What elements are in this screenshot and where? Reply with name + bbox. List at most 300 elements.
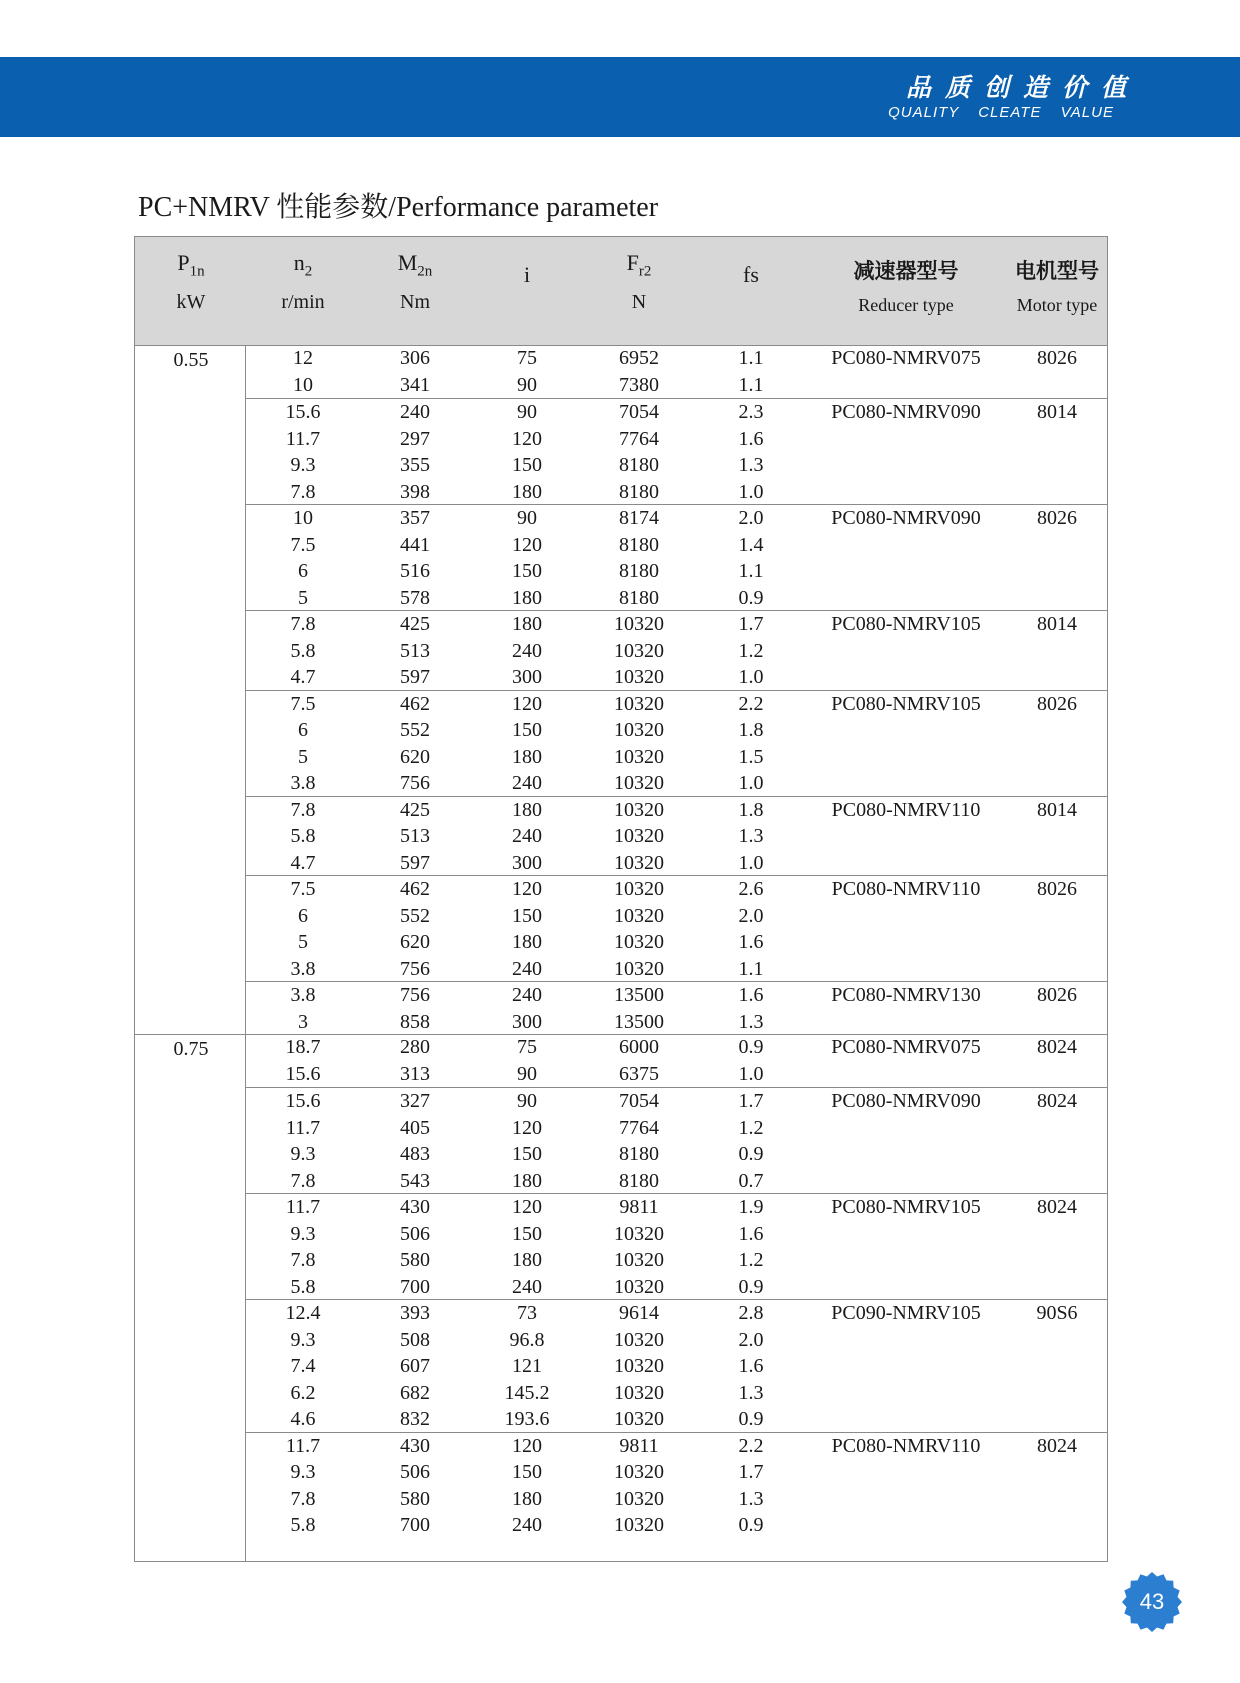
header-p1n: $P_{1n}$ kW [176,250,206,314]
n2-cell: 7.8 [290,798,316,821]
fr2-cell: 13500 [614,984,664,1006]
i-cell: 120 [512,692,542,715]
table-row [245,956,1107,983]
i-cell: 120 [512,1434,542,1457]
m2n-cell: 313 [400,1062,430,1085]
table-row [245,345,1107,372]
fr2-cell: 7054 [619,1090,659,1112]
table-row [245,903,1107,930]
m2n-cell: 543 [400,1169,430,1192]
n2-cell: 4.7 [290,666,316,688]
fr2-cell: 6000 [619,1036,659,1058]
fr2-cell: 8180 [619,533,659,556]
reducer-type-cell: PC080-NMRV090 [831,401,981,423]
table-row [245,1061,1107,1088]
i-cell: 300 [512,851,542,874]
table-row [245,797,1107,824]
i-cell: 75 [517,347,537,369]
fs-cell: 2.3 [738,401,764,423]
fs-cell: 0.9 [738,1275,764,1298]
m2n-cell: 327 [400,1090,430,1112]
table-row [245,426,1107,453]
fr2-cell: 10320 [614,1461,664,1483]
n2-cell: 15.6 [285,1062,321,1085]
fs-cell: 2.0 [738,507,764,529]
m2n-cell: 430 [400,1434,430,1457]
i-cell: 240 [512,984,542,1006]
table-row [245,1141,1107,1168]
table-row [245,823,1107,850]
fs-cell: 2.6 [738,878,764,900]
m2n-cell: 682 [400,1381,430,1404]
i-cell: 120 [512,427,542,450]
fs-cell: 1.9 [738,1196,764,1218]
fr2-cell: 10320 [614,1381,664,1404]
m2n-cell: 580 [400,1249,430,1271]
m2n-cell: 620 [400,931,430,953]
i-cell: 73 [517,1302,537,1324]
table-row [245,717,1107,744]
fs-cell: 1.6 [738,427,764,450]
fs-cell: 1.1 [738,560,764,582]
fr2-cell: 8174 [619,507,659,529]
n2-cell: 4.6 [290,1408,316,1430]
m2n-cell: 700 [400,1275,430,1298]
i-cell: 150 [512,904,542,927]
table-row [245,1300,1107,1327]
fr2-cell: 8180 [619,1169,659,1192]
fr2-cell: 10320 [614,639,664,662]
power-cell: 0.55 [173,349,209,371]
i-cell: 240 [512,639,542,662]
fr2-cell: 6375 [619,1062,659,1085]
i-cell: 300 [512,1010,542,1033]
fr2-cell: 10320 [614,798,664,821]
i-cell: 120 [512,533,542,556]
fr2-cell: 9614 [619,1302,659,1324]
m2n-cell: 858 [400,1010,430,1033]
m2n-cell: 580 [400,1487,430,1510]
m2n-cell: 513 [400,639,430,662]
n2-cell: 7.8 [290,1487,316,1510]
i-cell: 180 [512,745,542,768]
fs-cell: 1.7 [738,1090,764,1112]
reducer-group [245,1193,1107,1300]
reducer-type-cell: PC080-NMRV090 [831,1090,981,1112]
fr2-cell: 10320 [614,1222,664,1245]
fr2-cell: 8180 [619,560,659,582]
table-row [245,638,1107,665]
reducer-group [245,1432,1107,1539]
fr2-cell: 10320 [614,772,664,794]
fr2-cell: 6952 [619,347,659,369]
m2n-cell: 578 [400,586,430,609]
i-cell: 193.6 [504,1408,550,1430]
table-row [245,850,1107,877]
table-row [245,744,1107,771]
m2n-cell: 552 [400,904,430,927]
reducer-group [245,1087,1107,1194]
fr2-cell: 8180 [619,1143,659,1165]
performance-table [134,236,1108,1562]
fs-cell: 0.9 [738,1514,764,1536]
header-n2: $n_2$ r/min [281,250,325,314]
i-cell: 120 [512,1196,542,1218]
m2n-cell: 516 [400,560,430,582]
fs-cell: 1.1 [738,347,764,369]
reducer-type-cell: PC080-NMRV105 [831,1196,981,1218]
table-row [245,505,1107,532]
motor-type-cell: 8026 [1037,507,1077,529]
table-row [245,452,1107,479]
fr2-cell: 10320 [614,1249,664,1271]
n2-cell: 11.7 [285,1116,321,1139]
table-row [245,664,1107,691]
n2-cell: 11.7 [285,427,321,450]
m2n-cell: 357 [400,507,430,529]
fr2-cell: 9811 [619,1196,659,1218]
n2-cell: 7.5 [290,692,316,715]
i-cell: 150 [512,1461,542,1483]
m2n-cell: 756 [400,984,430,1006]
i-cell: 120 [512,1116,542,1139]
table-row [245,1512,1107,1539]
fs-cell: 2.0 [738,904,764,927]
i-cell: 180 [512,798,542,821]
reducer-group [245,345,1107,398]
header-m2n: $M_{2n}$ Nm [397,250,433,314]
fr2-cell: 13500 [614,1010,664,1033]
m2n-cell: 832 [400,1408,430,1430]
motor-type-cell: 8026 [1037,984,1077,1006]
motor-type-cell: 8024 [1037,1196,1077,1218]
n2-cell: 11.7 [285,1196,321,1218]
table-row [245,479,1107,506]
table-row [245,1274,1107,1301]
i-cell: 240 [512,1514,542,1536]
m2n-cell: 355 [400,454,430,476]
header-i: i [523,262,531,287]
fr2-cell: 10320 [614,692,664,715]
m2n-cell: 620 [400,745,430,768]
fs-cell: 1.2 [738,1249,764,1271]
n2-cell: 3 [298,1010,308,1033]
m2n-cell: 506 [400,1222,430,1245]
table-row [245,1115,1107,1142]
n2-cell: 15.6 [285,1090,321,1112]
table-row [245,558,1107,585]
header-reducer-type: 减速器型号 Reducer type [853,259,959,315]
m2n-cell: 607 [400,1355,430,1377]
motor-type-cell: 8026 [1037,692,1077,715]
m2n-cell: 441 [400,533,430,556]
m2n-cell: 483 [400,1143,430,1165]
i-cell: 150 [512,1143,542,1165]
m2n-cell: 240 [400,401,430,423]
header-banner [0,57,1240,137]
fr2-cell: 10320 [614,904,664,927]
table-row [245,1194,1107,1221]
motor-type-cell: 90S6 [1036,1302,1078,1324]
m2n-cell: 280 [400,1036,430,1058]
i-cell: 180 [512,480,542,503]
slogan-chinese: 品质创造价值 [905,73,1140,102]
fr2-cell: 10320 [614,613,664,635]
n2-cell: 7.4 [290,1355,316,1377]
i-cell: 150 [512,454,542,476]
fs-cell: 1.3 [738,1487,764,1510]
reducer-type-cell: PC080-NMRV110 [831,878,981,900]
i-cell: 150 [512,719,542,741]
fr2-cell: 10320 [614,957,664,980]
fs-cell: 2.2 [738,1434,764,1457]
i-cell: 90 [517,373,537,396]
i-cell: 120 [512,878,542,900]
fr2-cell: 10320 [614,1275,664,1298]
table-row [245,876,1107,903]
fs-cell: 0.7 [738,1169,764,1192]
reducer-type-cell: PC080-NMRV130 [831,984,981,1006]
fr2-cell: 10320 [614,1355,664,1377]
m2n-cell: 508 [400,1328,430,1351]
i-cell: 180 [512,1487,542,1510]
fs-cell: 1.0 [738,772,764,794]
n2-cell: 3.8 [290,772,316,794]
i-cell: 240 [512,957,542,980]
i-cell: 300 [512,666,542,688]
fs-cell: 1.0 [738,666,764,688]
fs-cell: 1.0 [738,480,764,503]
n2-cell: 5.8 [290,825,316,847]
i-cell: 150 [512,1222,542,1245]
table-row [245,611,1107,638]
i-cell: 90 [517,1090,537,1112]
n2-cell: 9.3 [290,1143,316,1165]
fs-cell: 2.2 [738,692,764,715]
fs-cell: 2.8 [738,1302,764,1324]
n2-cell: 7.5 [290,878,316,900]
table-row [245,1380,1107,1407]
fs-cell: 1.3 [738,454,764,476]
i-cell: 180 [512,1249,542,1271]
m2n-cell: 430 [400,1196,430,1218]
reducer-group [245,504,1107,611]
reducer-group [245,796,1107,877]
fr2-cell: 7380 [619,373,659,396]
fs-cell: 0.9 [738,586,764,609]
fr2-cell: 10320 [614,1328,664,1351]
slogan-english: QUALITY CLEATE VALUE [888,104,1114,121]
header-fr2: $F_{r2}$ N [626,250,652,314]
m2n-cell: 425 [400,613,430,635]
fs-cell: 1.5 [738,745,764,768]
fr2-cell: 10320 [614,878,664,900]
fr2-cell: 10320 [614,745,664,768]
reducer-type-cell: PC090-NMRV105 [831,1302,981,1324]
reducer-group [245,1299,1107,1433]
fs-cell: 0.9 [738,1143,764,1165]
i-cell: 240 [512,772,542,794]
fs-cell: 1.8 [738,719,764,741]
table-row [245,399,1107,426]
fs-cell: 1.6 [738,984,764,1006]
motor-type-cell: 8014 [1037,613,1077,635]
reducer-type-cell: PC080-NMRV090 [831,507,981,529]
fr2-cell: 10320 [614,1514,664,1536]
n2-cell: 7.5 [290,533,316,556]
motor-type-cell: 8024 [1037,1090,1077,1112]
n2-cell: 5 [298,931,308,953]
m2n-cell: 462 [400,878,430,900]
table-row [245,1247,1107,1274]
i-cell: 180 [512,586,542,609]
n2-cell: 15.6 [285,401,321,423]
fs-cell: 1.0 [738,851,764,874]
reducer-type-cell: PC080-NMRV110 [831,1434,981,1457]
reducer-type-cell: PC080-NMRV105 [831,692,981,715]
fr2-cell: 7764 [619,427,659,450]
table-row [245,1353,1107,1380]
motor-type-cell: 8026 [1037,878,1077,900]
motor-type-cell: 8024 [1037,1036,1077,1058]
n2-cell: 3.8 [290,957,316,980]
i-cell: 180 [512,931,542,953]
fs-cell: 1.4 [738,533,764,556]
table-row [245,372,1107,399]
reducer-group [245,398,1107,505]
fr2-cell: 10320 [614,1487,664,1510]
fs-cell: 1.6 [738,931,764,953]
m2n-cell: 513 [400,825,430,847]
fr2-cell: 8180 [619,586,659,609]
n2-cell: 9.3 [290,454,316,476]
n2-cell: 5.8 [290,1275,316,1298]
m2n-cell: 425 [400,798,430,821]
table-row [245,929,1107,956]
i-cell: 121 [512,1355,542,1377]
page-number: 43 [1139,1589,1165,1614]
n2-cell: 7.8 [290,1169,316,1192]
i-cell: 90 [517,401,537,423]
m2n-cell: 756 [400,772,430,794]
reducer-group [245,875,1107,982]
fr2-cell: 8180 [619,454,659,476]
fs-cell: 1.3 [738,1381,764,1404]
table-row [245,770,1107,797]
fr2-cell: 7764 [619,1116,659,1139]
table-row [245,1009,1107,1036]
fs-cell: 1.1 [738,957,764,980]
n2-cell: 7.8 [290,1249,316,1271]
m2n-cell: 506 [400,1461,430,1483]
reducer-type-cell: PC080-NMRV110 [831,798,981,821]
fr2-cell: 10320 [614,825,664,847]
fs-cell: 2.0 [738,1328,764,1351]
n2-cell: 6 [298,560,308,582]
header-fs: fs [743,262,759,287]
table-row [245,1406,1107,1433]
reducer-group [245,690,1107,797]
m2n-cell: 597 [400,851,430,874]
n2-cell: 7.8 [290,613,316,635]
n2-cell: 6 [298,904,308,927]
reducer-group [245,610,1107,691]
fs-cell: 1.2 [738,1116,764,1139]
header-motor-type: 电机型号 Motor type [1015,259,1099,315]
motor-type-cell: 8014 [1037,401,1077,423]
fr2-cell: 10320 [614,1408,664,1430]
fs-cell: 1.6 [738,1222,764,1245]
m2n-cell: 756 [400,957,430,980]
n2-cell: 3.8 [290,984,316,1006]
n2-cell: 9.3 [290,1328,316,1351]
m2n-cell: 393 [400,1302,430,1324]
n2-cell: 10 [293,507,313,529]
fs-cell: 1.8 [738,798,764,821]
i-cell: 150 [512,560,542,582]
m2n-cell: 297 [400,427,430,450]
fs-cell: 1.3 [738,1010,764,1033]
n2-cell: 7.8 [290,480,316,503]
fs-cell: 1.2 [738,639,764,662]
m2n-cell: 306 [400,347,430,369]
fs-cell: 1.6 [738,1355,764,1377]
fr2-cell: 10320 [614,851,664,874]
i-cell: 180 [512,1169,542,1192]
fs-cell: 0.9 [738,1036,764,1058]
n2-cell: 5.8 [290,639,316,662]
fr2-cell: 10320 [614,666,664,688]
m2n-cell: 462 [400,692,430,715]
m2n-cell: 597 [400,666,430,688]
fs-cell: 1.3 [738,825,764,847]
table-row [245,1168,1107,1195]
table-row [245,1433,1107,1460]
fr2-cell: 8180 [619,480,659,503]
m2n-cell: 700 [400,1514,430,1536]
motor-type-cell: 8026 [1037,347,1077,369]
n2-cell: 11.7 [285,1434,321,1457]
table-row [245,1327,1107,1354]
fr2-cell: 7054 [619,401,659,423]
n2-cell: 6.2 [290,1381,316,1404]
motor-type-cell: 8024 [1037,1434,1077,1457]
n2-cell: 18.7 [285,1036,321,1058]
m2n-cell: 552 [400,719,430,741]
i-cell: 75 [517,1036,537,1058]
fs-cell: 0.9 [738,1408,764,1430]
n2-cell: 12.4 [285,1302,321,1324]
fr2-cell: 10320 [614,931,664,953]
page-title: PC+NMRV 性能参数/Performance parameter [138,192,659,223]
reducer-type-cell: PC080-NMRV075 [831,1036,981,1058]
reducer-type-cell: PC080-NMRV075 [831,347,981,369]
table-row [245,691,1107,718]
n2-cell: 10 [293,373,313,396]
motor-type-cell: 8014 [1037,798,1077,821]
i-cell: 96.8 [509,1328,545,1351]
fs-cell: 1.1 [738,373,764,396]
reducer-group [245,981,1107,1035]
table-row [245,982,1107,1009]
reducer-group [245,1034,1107,1087]
power-cell: 0.75 [173,1038,209,1060]
fs-cell: 1.0 [738,1062,764,1085]
table-row [245,1486,1107,1513]
n2-cell: 5.8 [290,1514,316,1536]
n2-cell: 12 [293,347,313,369]
fs-cell: 1.7 [738,1461,764,1483]
